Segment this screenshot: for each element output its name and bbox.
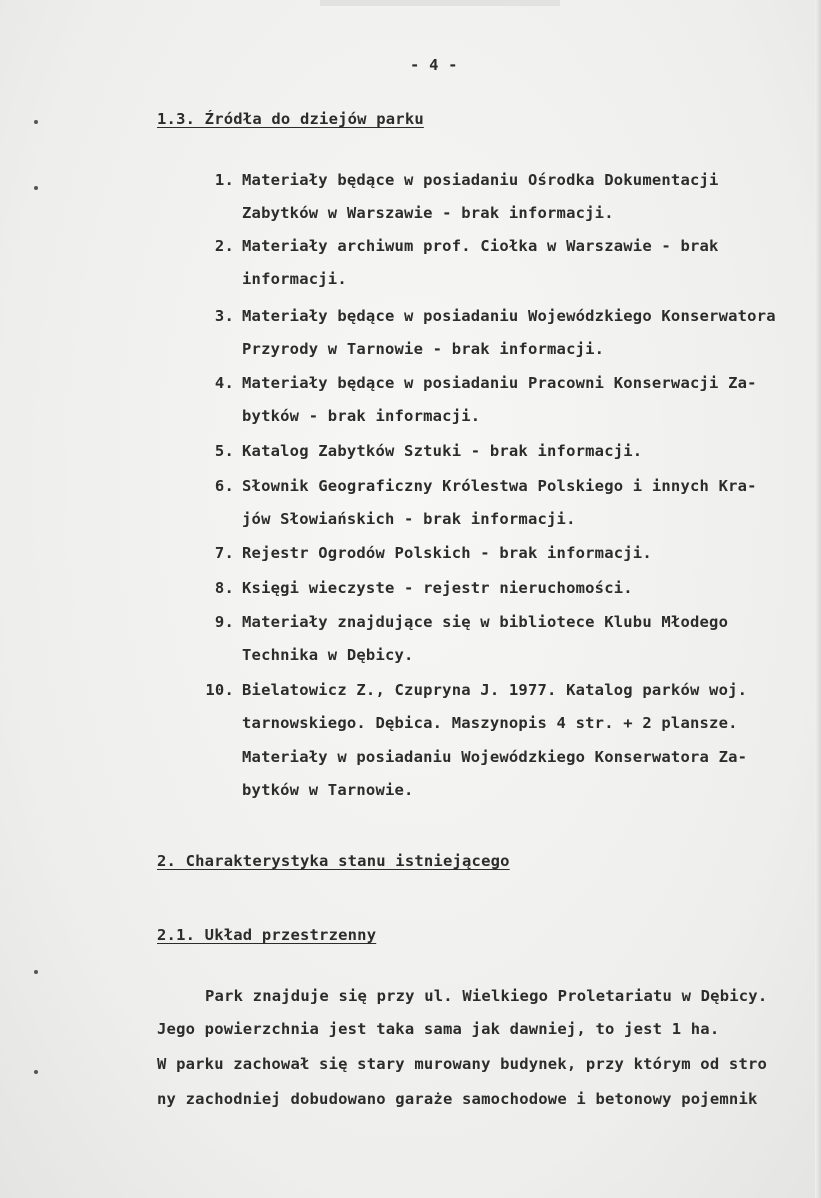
list-item-line: Przyrody w Tarnowie - brak informacji. <box>242 340 605 358</box>
punch-mark <box>34 970 38 974</box>
list-item-line: bytków w Tarnowie. <box>242 781 414 799</box>
list-item-line: Materiały w posiadaniu Wojewódzkiego Konserwatora Za- <box>242 748 748 766</box>
list-item-line: informacji. <box>242 270 347 288</box>
list-item-number: 4. <box>214 374 234 392</box>
punch-mark <box>34 1070 38 1074</box>
page-edge <box>815 0 821 1198</box>
list-item-line: Materiały archiwum prof. Ciołka w Warszawie - brak <box>242 237 719 255</box>
list-item-number: 10. <box>205 681 234 699</box>
list-item-number: 6. <box>214 477 234 495</box>
section-heading-2-1: 2.1. Układ przestrzenny <box>157 926 377 944</box>
list-item-line: Materiały będące w posiadaniu Ośrodka Dokumentacji <box>242 171 719 189</box>
list-item-line: jów Słowiańskich - brak informacji. <box>242 510 576 528</box>
list-item-line: Materiały będące w posiadaniu Wojewódzkiego Konserwatora <box>242 307 776 325</box>
paragraph-line: W parku zachował się stary murowany budynek, przy którym od stro <box>157 1055 768 1073</box>
list-item-number: 7. <box>214 544 234 562</box>
punch-mark <box>34 120 38 124</box>
list-item-line: Materiały będące w posiadaniu Pracowni Konserwacji Za- <box>242 374 757 392</box>
list-item-line: Bielatowicz Z., Czupryna J. 1977. Katalog parków woj. <box>242 681 748 699</box>
list-item-number: 5. <box>214 442 234 460</box>
list-item-number: 3. <box>214 307 234 325</box>
list-item-line: Katalog Zabytków Sztuki - brak informacji. <box>242 442 643 460</box>
bleed-through-mark <box>320 0 560 6</box>
punch-mark <box>34 186 38 190</box>
list-item-line: bytków - brak informacji. <box>242 407 481 425</box>
paragraph-line: ny zachodniej dobudowano garaże samochodowe i betonowy pojemnik <box>157 1090 758 1108</box>
page-number: - 4 - <box>410 56 458 74</box>
list-item-number: 9. <box>214 613 234 631</box>
list-item-number: 2. <box>214 237 234 255</box>
list-item-line: Rejestr Ogrodów Polskich - brak informacji. <box>242 544 652 562</box>
list-item-line: tarnowskiego. Dębica. Maszynopis 4 str. + 2 plansze. <box>242 714 738 732</box>
paragraph-line: Park znajduje się przy ul. Wielkiego Proletariatu w Dębicy. <box>205 987 768 1005</box>
paragraph-line: Jego powierzchnia jest taka sama jak dawniej, to jest 1 ha. <box>157 1020 720 1038</box>
list-item-line: Zabytków w Warszawie - brak informacji. <box>242 204 614 222</box>
list-item-line: Księgi wieczyste - rejestr nieruchomości. <box>242 579 633 597</box>
section-heading-1-3: 1.3. Źródła do dziejów parku <box>157 110 424 128</box>
list-item-number: 1. <box>214 171 234 189</box>
list-item-line: Słownik Geograficzny Królestwa Polskiego i innych Kra- <box>242 477 757 495</box>
list-item-line: Materiały znajdujące się w bibliotece Klubu Młodego <box>242 613 729 631</box>
list-item-line: Technika w Dębicy. <box>242 646 414 664</box>
section-heading-2: 2. Charakterystyka stanu istniejącego <box>157 852 510 870</box>
list-item-number: 8. <box>214 579 234 597</box>
